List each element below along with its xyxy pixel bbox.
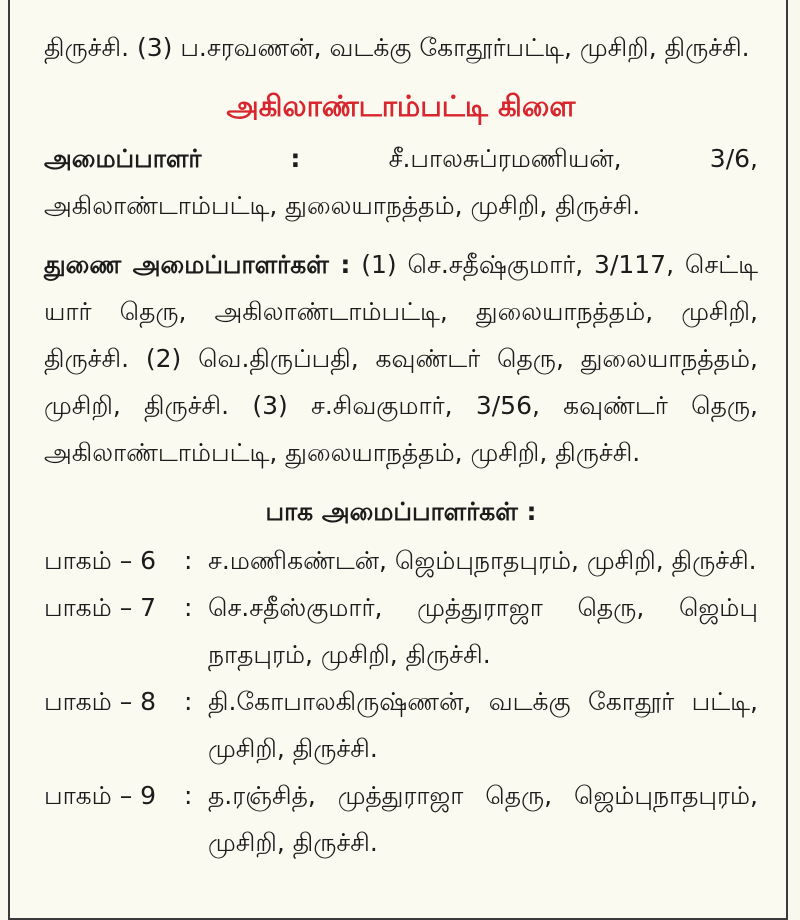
- section-key: பாகம் – 6: [44, 546, 157, 575]
- section-key: பாகம் – 7: [44, 593, 157, 622]
- section-row: [44, 678, 758, 772]
- section-value: செ.சதீஸ்குமார், முத்துராஜா தெரு, ஜெம்பு நாதபுரம், முசிறி, திருச்சி.: [208, 593, 758, 669]
- document-frame: [8, 0, 788, 920]
- section-colon: :: [184, 687, 193, 716]
- section-colon: :: [184, 593, 193, 622]
- section-row: [44, 537, 758, 584]
- section-key: பாகம் – 8: [44, 687, 157, 716]
- organizer-label: அமைப்பாளர் :: [44, 144, 301, 173]
- section-row: [44, 772, 758, 866]
- deputy-label: துணை அமைப்பாளர்கள் :: [44, 250, 351, 279]
- section-value: த.ரஞ்சித், முத்துராஜா தெரு, ஜெம்புநாதபுரம், முசிறி, திருச்சி.: [208, 781, 758, 857]
- section-colon: :: [184, 781, 193, 810]
- deputy-paragraph: [44, 241, 758, 476]
- intro-paragraph: திருச்சி. (3) ப.சரவணன், வடக்கு கோதூர்பட்டி, முசிறி, திருச்சி.: [44, 33, 750, 62]
- section-heading: பாக அமைப்பாளர்கள் :: [265, 497, 537, 526]
- section-row: [44, 584, 758, 678]
- branch-title: அகிலாண்டாம்பட்டி கிளை: [226, 89, 576, 123]
- organizer-text: சீ.பாலசுப்ரமணியன், 3/6, அகிலாண்டாம்பட்டி, துலையாநத்தம், முசிறி, திருச்சி.: [44, 144, 758, 220]
- organizer-paragraph: [44, 135, 758, 229]
- section-value: ச.மணிகண்டன், ஜெம்புநாதபுரம், முசிறி, திருச்சி.: [208, 546, 757, 575]
- section-value: தி.கோபாலகிருஷ்ணன், வடக்கு கோதூர் பட்டி, முசிறி, திருச்சி.: [208, 687, 758, 763]
- document-content: [44, 24, 758, 866]
- section-colon: :: [184, 546, 193, 575]
- deputy-text: (1) செ.சதீஷ்குமார், 3/117, செட்டி யார் தெரு, அகிலாண்டாம்பட்டி, துலையாநத்தம், முசிறி, திருச்சி. (2) வெ.திருப்பதி, கவுண்டர் தெரு, துலையாநத்தம், முசிறி, திருச்சி. (3) ச.சிவகுமார், 3/56, கவுண்டர் தெரு, அகிலாண்டாம்பட்டி, துலையாநத்தம், முசிறி, திருச்சி.: [44, 250, 758, 467]
- section-key: பாகம் – 9: [44, 781, 157, 810]
